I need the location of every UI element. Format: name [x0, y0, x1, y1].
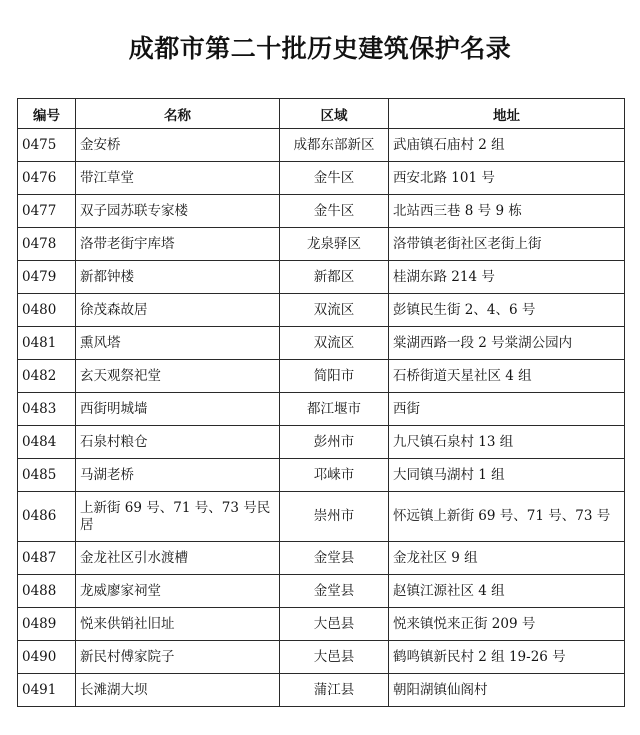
table-row [18, 426, 625, 459]
table-row [18, 294, 625, 327]
cell-address: 武庙镇石庙村 2 组 [389, 129, 625, 162]
table-row [18, 162, 625, 195]
cell-name: 金安桥 [76, 129, 280, 162]
column-header-address: 地址 [389, 99, 625, 129]
table-row [18, 360, 625, 393]
cell-address: 鹤鸣镇新民村 2 组 19-26 号 [389, 641, 625, 674]
table-row [18, 674, 625, 707]
cell-name: 新都钟楼 [76, 261, 280, 294]
heritage-building-table [17, 98, 625, 707]
cell-district: 金牛区 [280, 195, 389, 228]
cell-id: 0486 [18, 492, 76, 542]
table-row [18, 575, 625, 608]
cell-district: 龙泉驿区 [280, 228, 389, 261]
cell-id: 0484 [18, 426, 76, 459]
cell-id: 0490 [18, 641, 76, 674]
cell-district: 邛崃市 [280, 459, 389, 492]
cell-address: 石桥街道天星社区 4 组 [389, 360, 625, 393]
cell-name: 悦来供销社旧址 [76, 608, 280, 641]
cell-name: 金龙社区引水渡槽 [76, 542, 280, 575]
cell-name: 西街明城墙 [76, 393, 280, 426]
cell-id: 0483 [18, 393, 76, 426]
table-header-row [18, 99, 625, 129]
cell-address: 九尺镇石泉村 13 组 [389, 426, 625, 459]
cell-address: 金龙社区 9 组 [389, 542, 625, 575]
cell-district: 大邑县 [280, 608, 389, 641]
column-header-district: 区域 [280, 99, 389, 129]
cell-id: 0475 [18, 129, 76, 162]
cell-district: 金堂县 [280, 542, 389, 575]
table-row [18, 228, 625, 261]
table-row [18, 195, 625, 228]
cell-id: 0487 [18, 542, 76, 575]
cell-name: 龙威廖家祠堂 [76, 575, 280, 608]
cell-district: 崇州市 [280, 492, 389, 542]
cell-id: 0491 [18, 674, 76, 707]
cell-district: 新都区 [280, 261, 389, 294]
cell-id: 0478 [18, 228, 76, 261]
cell-address: 西安北路 101 号 [389, 162, 625, 195]
cell-district: 都江堰市 [280, 393, 389, 426]
cell-address: 北站西三巷 8 号 9 栋 [389, 195, 625, 228]
cell-name: 石泉村粮仓 [76, 426, 280, 459]
cell-address: 棠湖西路一段 2 号棠湖公园内 [389, 327, 625, 360]
column-header-name: 名称 [76, 99, 280, 129]
page-title: 成都市第二十批历史建筑保护名录 [128, 34, 512, 63]
cell-id: 0489 [18, 608, 76, 641]
cell-name: 带江草堂 [76, 162, 280, 195]
cell-address: 洛带镇老街社区老街上街 [389, 228, 625, 261]
cell-district: 金堂县 [280, 575, 389, 608]
cell-district: 双流区 [280, 327, 389, 360]
cell-name: 玄天观祭祀堂 [76, 360, 280, 393]
cell-name: 马湖老桥 [76, 459, 280, 492]
cell-id: 0479 [18, 261, 76, 294]
cell-address: 桂湖东路 214 号 [389, 261, 625, 294]
cell-id: 0481 [18, 327, 76, 360]
cell-id: 0477 [18, 195, 76, 228]
table-row [18, 261, 625, 294]
cell-id: 0488 [18, 575, 76, 608]
cell-district: 双流区 [280, 294, 389, 327]
cell-address: 西街 [389, 393, 625, 426]
cell-address: 朝阳湖镇仙阁村 [389, 674, 625, 707]
table-row [18, 492, 625, 542]
table-row [18, 542, 625, 575]
cell-address: 怀远镇上新街 69 号、71 号、73 号 [389, 492, 625, 542]
cell-district: 蒲江县 [280, 674, 389, 707]
table-row [18, 327, 625, 360]
cell-address: 赵镇江源社区 4 组 [389, 575, 625, 608]
cell-id: 0482 [18, 360, 76, 393]
column-header-id: 编号 [18, 99, 76, 129]
cell-district: 简阳市 [280, 360, 389, 393]
cell-name: 洛带老街宇库塔 [76, 228, 280, 261]
cell-district: 彭州市 [280, 426, 389, 459]
cell-district: 金牛区 [280, 162, 389, 195]
cell-id: 0480 [18, 294, 76, 327]
cell-district: 成都东部新区 [280, 129, 389, 162]
cell-name: 熏风塔 [76, 327, 280, 360]
cell-id: 0476 [18, 162, 76, 195]
cell-name: 新民村傅家院子 [76, 641, 280, 674]
cell-address: 悦来镇悦来正街 209 号 [389, 608, 625, 641]
cell-name: 长滩湖大坝 [76, 674, 280, 707]
table-row [18, 459, 625, 492]
cell-name: 上新街 69 号、71 号、73 号民居 [76, 492, 280, 542]
cell-name: 双子园苏联专家楼 [76, 195, 280, 228]
cell-district: 大邑县 [280, 641, 389, 674]
table-row [18, 393, 625, 426]
cell-address: 彭镇民生街 2、4、6 号 [389, 294, 625, 327]
table-row [18, 641, 625, 674]
table-row [18, 129, 625, 162]
cell-name: 徐茂森故居 [76, 294, 280, 327]
cell-id: 0485 [18, 459, 76, 492]
table-row [18, 608, 625, 641]
cell-address: 大同镇马湖村 1 组 [389, 459, 625, 492]
